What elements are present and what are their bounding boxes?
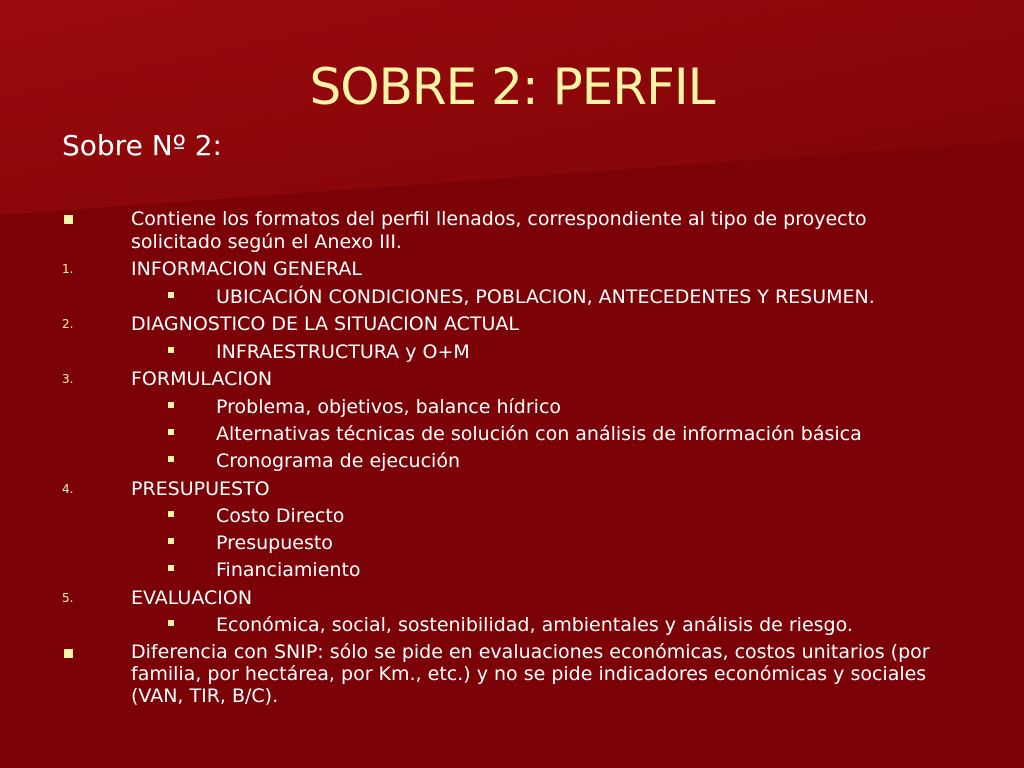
list-number: 4. xyxy=(62,482,74,496)
small-square-bullet-icon xyxy=(168,620,174,626)
square-bullet-icon xyxy=(64,215,73,224)
small-square-bullet-icon xyxy=(168,347,174,353)
square-bullet-icon xyxy=(64,649,73,658)
sub-item: Problema, objetivos, balance hídrico xyxy=(216,396,562,418)
bullet-text-line: Diferencia con SNIP: sólo se pide en evaluaciones económicas, costos unitarios (por xyxy=(131,641,930,663)
bullet-text-line: Contiene los formatos del perfil llenados, correspondiente al tipo de proyecto xyxy=(131,208,867,230)
list-number: 3. xyxy=(62,372,74,386)
small-square-bullet-icon xyxy=(168,429,174,435)
section-heading: INFORMACION GENERAL xyxy=(131,258,362,280)
sub-item: Financiamiento xyxy=(216,559,361,581)
small-square-bullet-icon xyxy=(168,565,174,571)
list-number: 1. xyxy=(62,262,74,276)
list-number: 5. xyxy=(62,591,74,605)
small-square-bullet-icon xyxy=(168,292,174,298)
small-square-bullet-icon xyxy=(168,511,174,517)
small-square-bullet-icon xyxy=(168,456,174,462)
slide-title: SOBRE 2: PERFIL xyxy=(309,58,715,116)
sub-item: Alternativas técnicas de solución con análisis de información básica xyxy=(216,423,862,445)
section-heading: DIAGNOSTICO DE LA SITUACION ACTUAL xyxy=(131,313,519,335)
small-square-bullet-icon xyxy=(168,402,174,408)
bullet-text-line: solicitado según el Anexo III. xyxy=(131,231,402,253)
sub-item: Costo Directo xyxy=(216,505,345,527)
section-heading: PRESUPUESTO xyxy=(131,478,270,500)
bullet-text-line: (VAN, TIR, B/C). xyxy=(131,685,279,707)
small-square-bullet-icon xyxy=(168,538,174,544)
sub-item: INFRAESTRUCTURA y O+M xyxy=(216,341,470,363)
section-heading: EVALUACION xyxy=(131,587,253,609)
list-number: 2. xyxy=(62,317,74,331)
section-heading: FORMULACION xyxy=(131,368,273,390)
sub-item: Cronograma de ejecución xyxy=(216,450,460,472)
slide-subtitle: Sobre Nº 2: xyxy=(62,129,222,162)
sub-item: UBICACIÓN CONDICIONES, POBLACION, ANTECEDENTES Y RESUMEN. xyxy=(216,286,875,308)
sub-item: Presupuesto xyxy=(216,532,333,554)
bullet-text-line: familia, por hectárea, por Km., etc.) y no se pide indicadores económicas y sociales xyxy=(131,663,927,685)
sub-item: Económica, social, sostenibilidad, ambientales y análisis de riesgo. xyxy=(216,614,853,636)
